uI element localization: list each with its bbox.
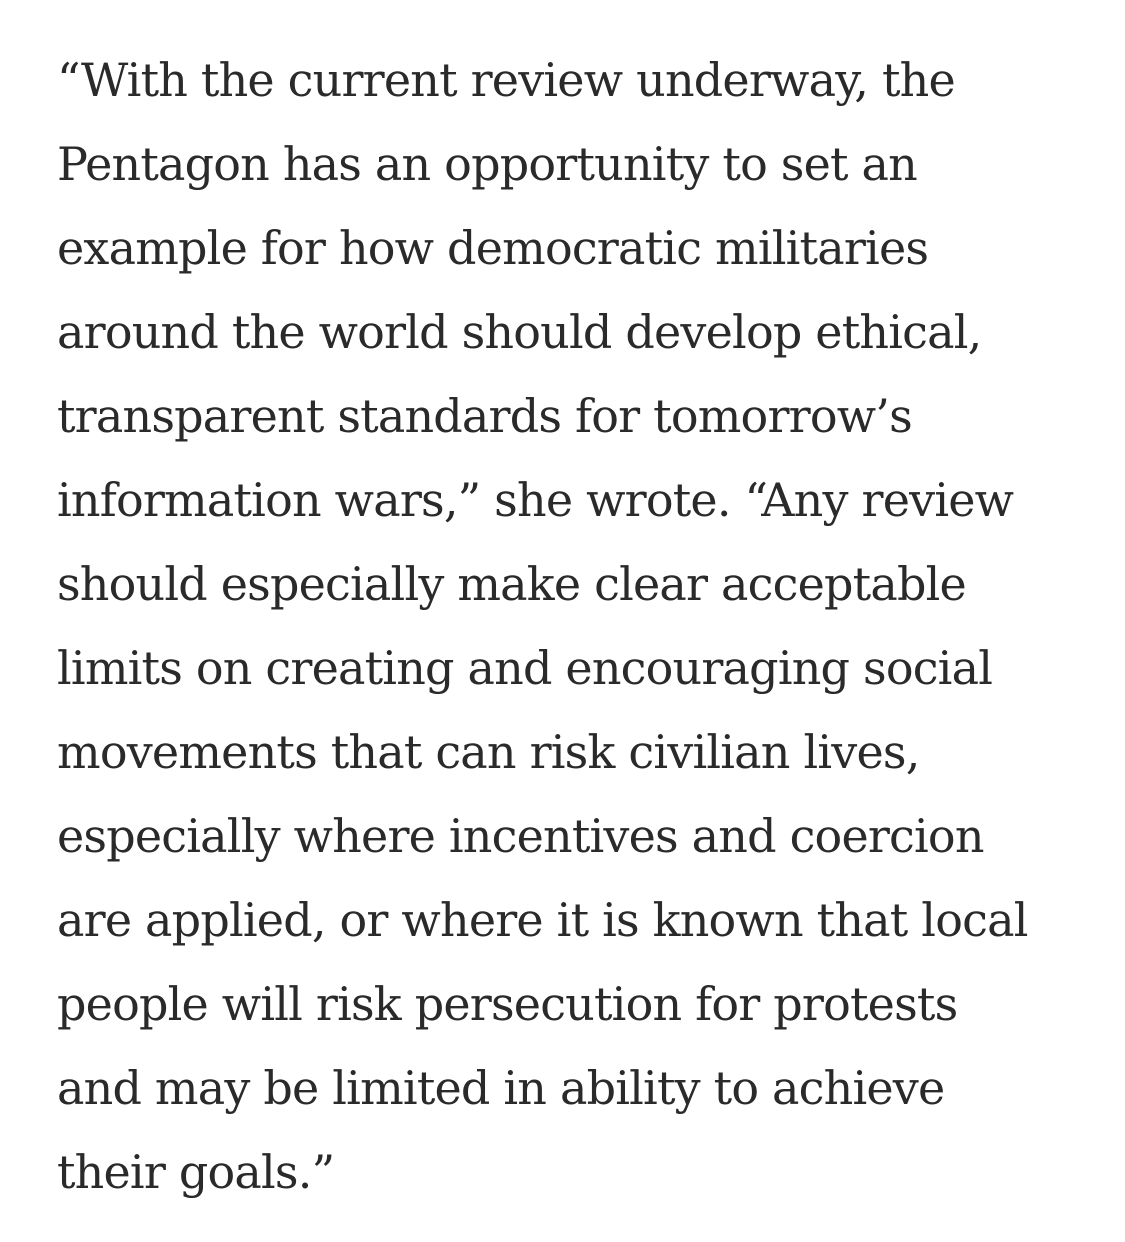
article-body — [57, 41, 1097, 1217]
paragraph-line: should especially make clear acceptable — [57, 557, 966, 611]
paragraph-line: information wars,” she wrote. “Any review — [57, 473, 1014, 527]
paragraph-line: Pentagon has an opportunity to set an — [57, 137, 917, 191]
paragraph-line: transparent standards for tomorrow’s — [57, 389, 912, 443]
paragraph-line: and may be limited in ability to achieve — [57, 1061, 945, 1115]
paragraph-line: around the world should develop ethical, — [57, 305, 982, 359]
quote-paragraph — [57, 41, 1097, 1217]
paragraph-line: especially where incentives and coercion — [57, 809, 984, 863]
paragraph-line: people will risk persecution for protests — [57, 977, 958, 1031]
paragraph-line: are applied, or where it is known that local — [57, 893, 1028, 947]
paragraph-line: limits on creating and encouraging social — [57, 641, 993, 695]
paragraph-line: movements that can risk civilian lives, — [57, 725, 920, 779]
paragraph-line: their goals.” — [57, 1145, 335, 1199]
paragraph-line: example for how democratic militaries — [57, 221, 929, 275]
paragraph-line: “With the current review underway, the — [57, 53, 955, 107]
